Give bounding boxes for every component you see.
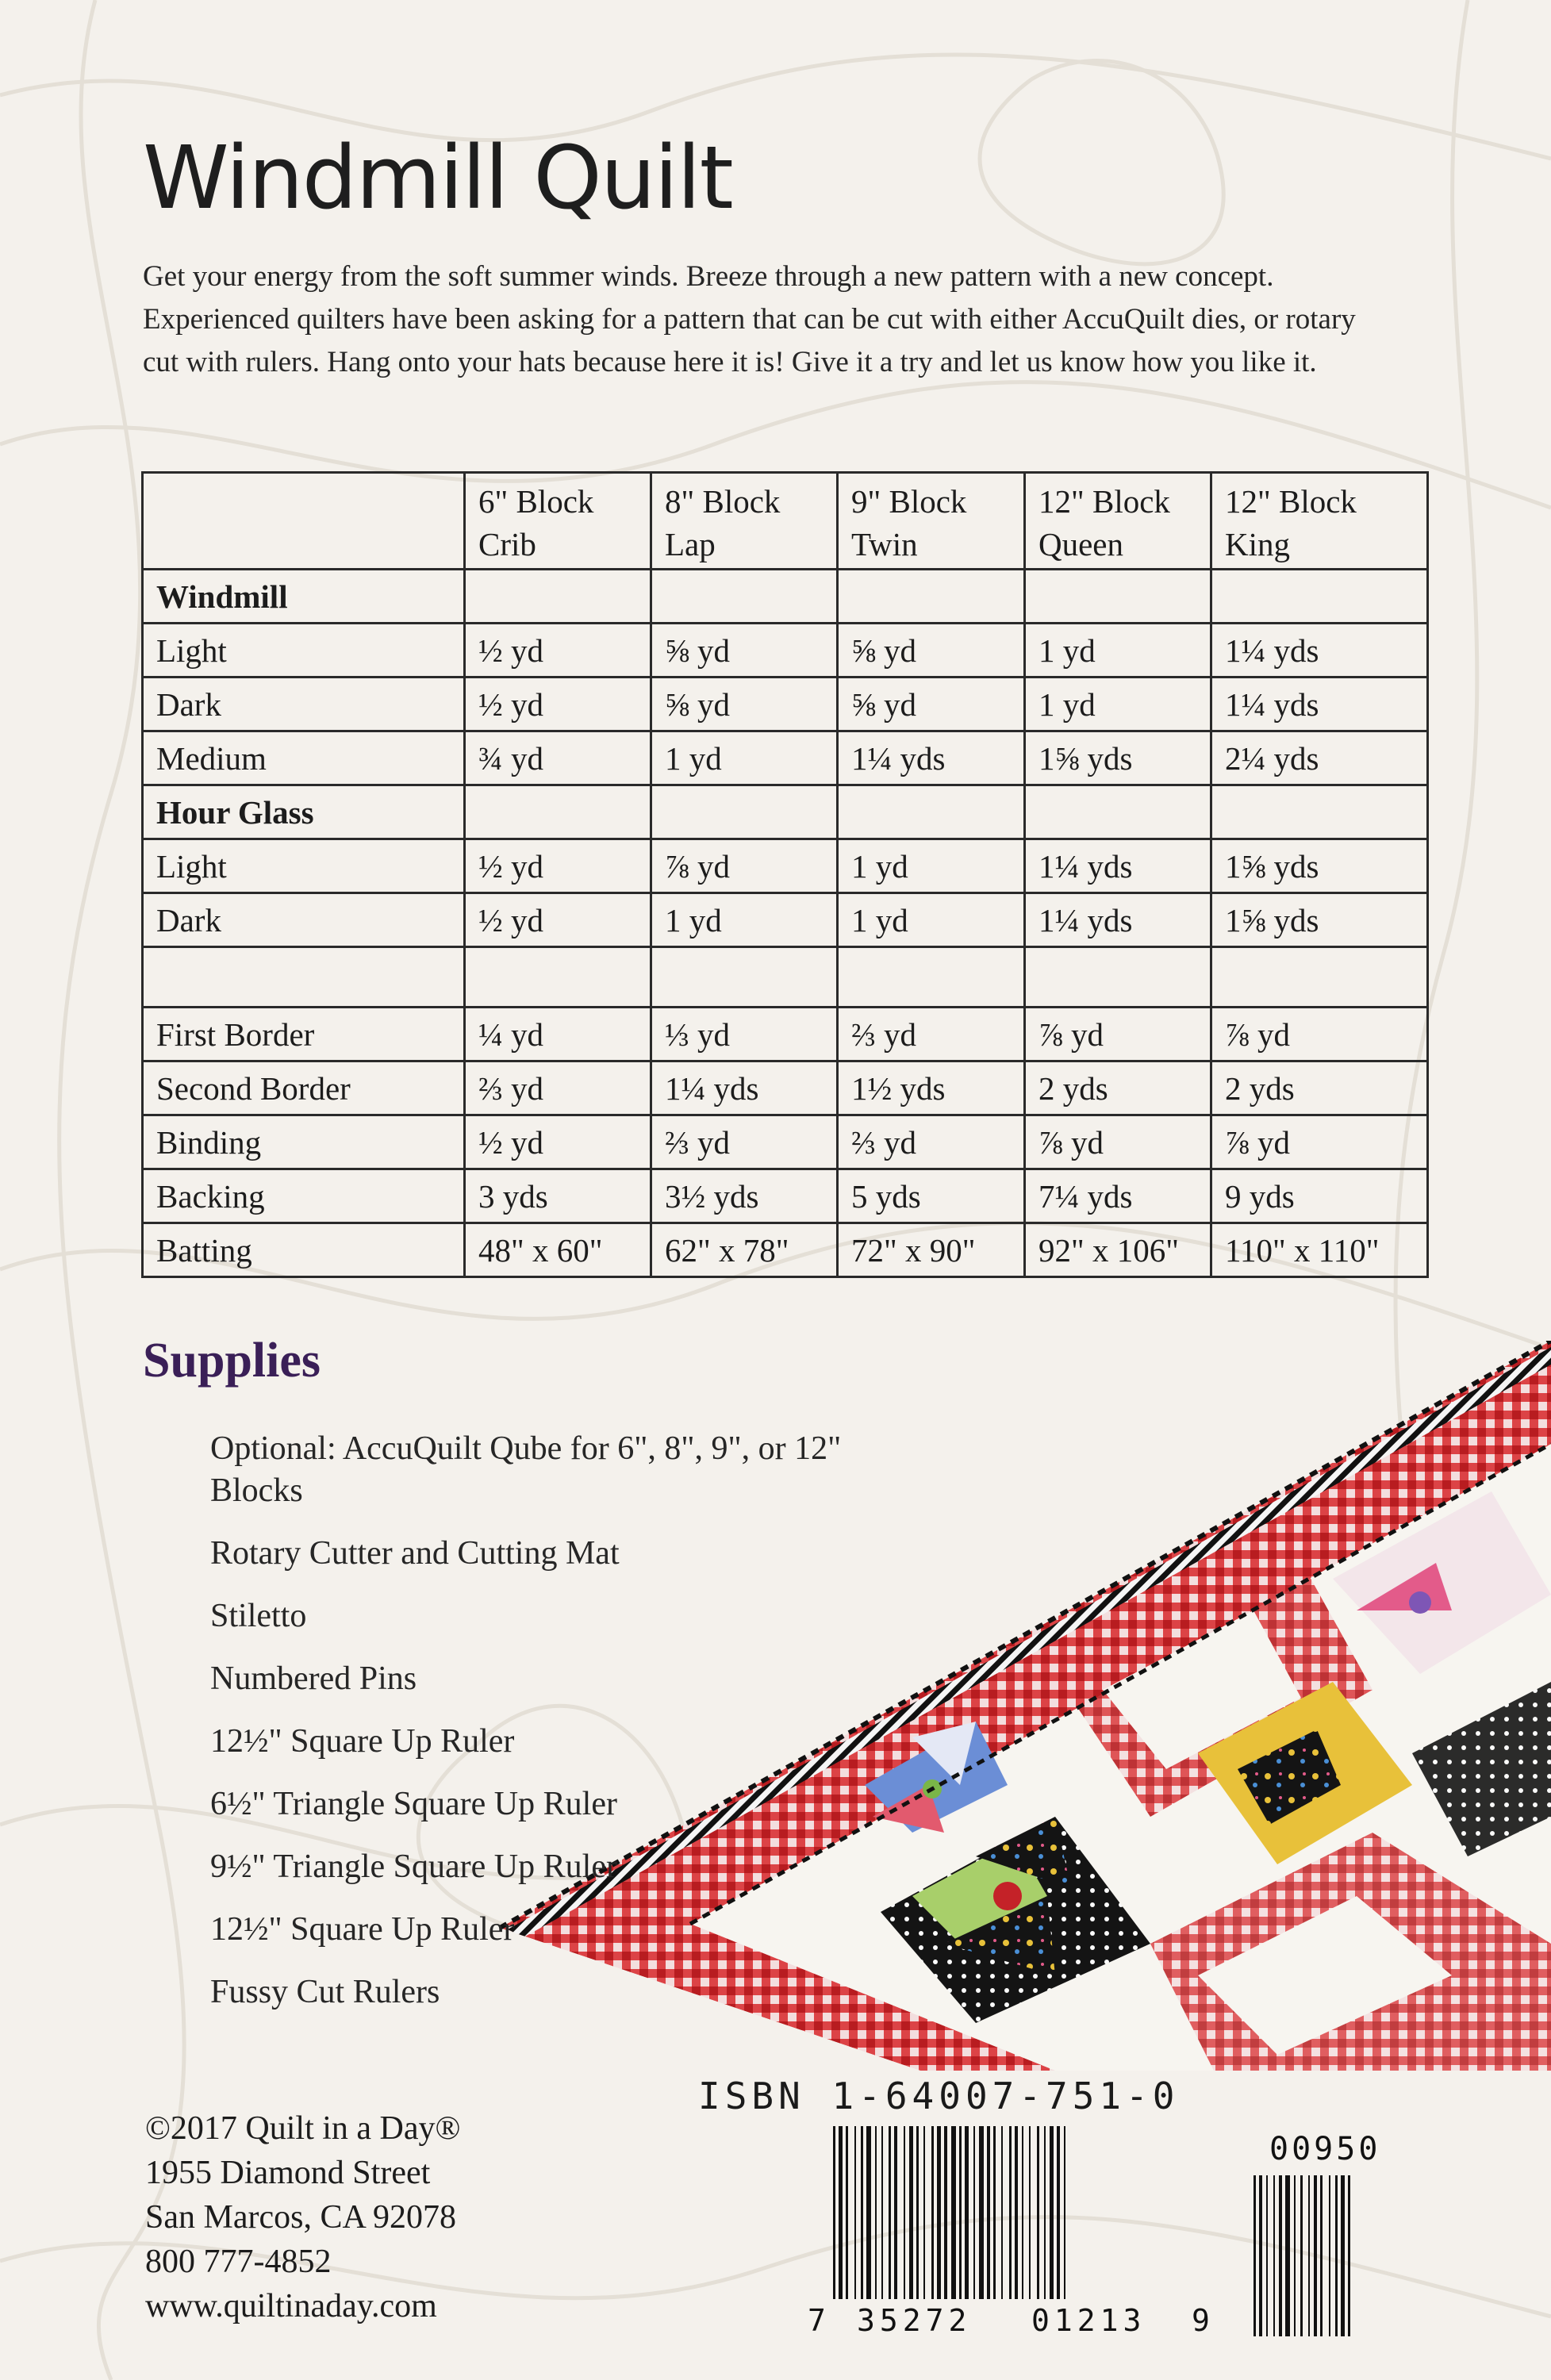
- table-cell: 1 yd: [651, 893, 838, 947]
- table-cell: ⅝ yd: [651, 624, 838, 678]
- table-cell: [1211, 785, 1428, 839]
- table-cell: 1 yd: [651, 731, 838, 785]
- table-row: [143, 1115, 1428, 1169]
- table-cell: ¾ yd: [465, 731, 651, 785]
- table-cell: 2¼ yds: [1211, 731, 1428, 785]
- table-cell: [838, 947, 1025, 1008]
- table-cell: 92" x 106": [1025, 1223, 1211, 1277]
- row-label: Medium: [143, 731, 465, 785]
- table-cell: 1 yd: [838, 893, 1025, 947]
- table-cell: [465, 570, 651, 624]
- table-cell: ⅝ yd: [838, 678, 1025, 731]
- row-label: Batting: [143, 1223, 465, 1277]
- table-cell: [651, 947, 838, 1008]
- yardage-table: [141, 471, 1429, 1278]
- row-label: Light: [143, 839, 465, 893]
- table-row: [143, 1169, 1428, 1223]
- table-cell: ⅞ yd: [1025, 1115, 1211, 1169]
- table-cell: ½ yd: [465, 1115, 651, 1169]
- table-cell: 1¼ yds: [651, 1061, 838, 1115]
- table-cell: 1¼ yds: [1025, 839, 1211, 893]
- table-row: [143, 570, 1428, 624]
- row-label: Backing: [143, 1169, 465, 1223]
- table-cell: [465, 785, 651, 839]
- table-cell: 7¼ yds: [1025, 1169, 1211, 1223]
- table-cell: ⅞ yd: [1211, 1008, 1428, 1061]
- table-cell: 3 yds: [465, 1169, 651, 1223]
- intro-paragraph: Get your energy from the soft summer winds. Breeze through a new pattern with a new concept. Experienced quilters have been asking for a pattern that can be cut with either AccuQuilt dies, or rotary cut with rulers. Hang onto your hats because here it is! Give it a try and let us know how you like it.: [143, 260, 1356, 378]
- table-row: [143, 624, 1428, 678]
- barcode-digits-left: 35272: [857, 2303, 972, 2336]
- barcode-digits-right: 01213: [1031, 2303, 1146, 2336]
- publisher-address: [145, 2106, 460, 2328]
- website-line: www.quiltinaday.com: [145, 2288, 437, 2324]
- table-cell: ⅝ yd: [651, 678, 838, 731]
- phone-line: 800 777-4852: [145, 2244, 332, 2280]
- table-row: [143, 1223, 1428, 1277]
- table-row: [143, 731, 1428, 785]
- table-row: [143, 893, 1428, 947]
- copyright-line: ©2017 Quilt in a Day®: [145, 2110, 461, 2147]
- table-cell: 1 yd: [1025, 624, 1211, 678]
- table-cell: [651, 785, 838, 839]
- table-cell: 1¼ yds: [838, 731, 1025, 785]
- barcode-digit-lead: 7: [808, 2303, 826, 2336]
- isbn-label: ISBN 1-64007-751-0: [698, 2075, 1180, 2117]
- barcode-icon: [801, 2126, 1214, 2336]
- table-cell: 1 yd: [1025, 678, 1211, 731]
- list-item: 12½" Square Up Ruler: [210, 1911, 515, 1948]
- table-cell: ¼ yd: [465, 1008, 651, 1061]
- table-cell: ½ yd: [465, 624, 651, 678]
- row-label: First Border: [143, 1008, 465, 1061]
- table-cell: 1⅝ yds: [1211, 839, 1428, 893]
- price-code: 00950: [1269, 2131, 1381, 2167]
- table-cell: [651, 570, 838, 624]
- list-item: 6½" Triangle Square Up Ruler: [210, 1786, 617, 1822]
- table-cell: ⅔ yd: [651, 1115, 838, 1169]
- table-row: [143, 1008, 1428, 1061]
- table-cell: 9 yds: [1211, 1169, 1428, 1223]
- street-line: 1955 Diamond Street: [145, 2155, 431, 2191]
- table-row: [143, 678, 1428, 731]
- table-cell: [1025, 785, 1211, 839]
- table-cell: 1 yd: [838, 839, 1025, 893]
- row-label: Second Border: [143, 1061, 465, 1115]
- header-cell-crib: 6" Block Crib: [465, 473, 651, 570]
- price-barcode-icon: [1238, 2126, 1444, 2336]
- header-cell-twin: 9" Block Twin: [838, 473, 1025, 570]
- row-label: Light: [143, 624, 465, 678]
- table-cell: ½ yd: [465, 678, 651, 731]
- supplies-list: [210, 1428, 924, 2034]
- row-label: Binding: [143, 1115, 465, 1169]
- header-cell-lap: 8" Block Lap: [651, 473, 838, 570]
- table-cell: [1025, 947, 1211, 1008]
- city-line: San Marcos, CA 92078: [145, 2199, 456, 2236]
- header-cell-king: 12" Block King: [1211, 473, 1428, 570]
- table-cell: 62" x 78": [651, 1223, 838, 1277]
- table-cell: ⅞ yd: [1211, 1115, 1428, 1169]
- table-cell: 1¼ yds: [1211, 678, 1428, 731]
- supplies-heading: Supplies: [143, 1334, 321, 1388]
- table-cell: [1211, 947, 1428, 1008]
- table-row: [143, 1061, 1428, 1115]
- list-item: 9½" Triangle Square Up Ruler: [210, 1848, 617, 1885]
- table-cell: [465, 947, 651, 1008]
- table-cell: 110" x 110": [1211, 1223, 1428, 1277]
- table-cell: ⅝ yd: [838, 624, 1025, 678]
- table-cell: 1⅝ yds: [1211, 893, 1428, 947]
- table-row-spacer: [143, 947, 1428, 1008]
- table-cell: 1½ yds: [838, 1061, 1025, 1115]
- table-cell: 72" x 90": [838, 1223, 1025, 1277]
- barcode-digit-check: 9: [1192, 2303, 1210, 2336]
- header-cell-empty: [143, 473, 465, 570]
- table-cell: ⅔ yd: [838, 1008, 1025, 1061]
- table-cell: ½ yd: [465, 893, 651, 947]
- table-cell: ⅔ yd: [465, 1061, 651, 1115]
- table-header-row: [143, 473, 1428, 570]
- page-title: Windmill Quilt: [143, 127, 732, 228]
- table-cell: 2 yds: [1025, 1061, 1211, 1115]
- table-cell: ⅞ yd: [1025, 1008, 1211, 1061]
- list-item: Fussy Cut Rulers: [210, 1974, 440, 2010]
- table-cell: [1025, 570, 1211, 624]
- table-cell: ½ yd: [465, 839, 651, 893]
- table-cell: 1¼ yds: [1211, 624, 1428, 678]
- row-label: Dark: [143, 893, 465, 947]
- list-item: 12½" Square Up Ruler: [210, 1723, 515, 1760]
- row-label: Dark: [143, 678, 465, 731]
- table-cell: 1⅝ yds: [1025, 731, 1211, 785]
- table-cell: [838, 570, 1025, 624]
- table-cell: ⅓ yd: [651, 1008, 838, 1061]
- table-cell: [143, 947, 465, 1008]
- list-item: Optional: AccuQuilt Qube for 6", 8", 9", or 12" Blocks: [210, 1430, 842, 1509]
- table-cell: 1¼ yds: [1025, 893, 1211, 947]
- table-cell: ⅞ yd: [651, 839, 838, 893]
- section-label: Windmill: [143, 570, 465, 624]
- table-cell: [838, 785, 1025, 839]
- list-item: Stiletto: [210, 1598, 307, 1634]
- table-row: [143, 785, 1428, 839]
- section-label: Hour Glass: [143, 785, 465, 839]
- list-item: Rotary Cutter and Cutting Mat: [210, 1535, 620, 1572]
- list-item: Numbered Pins: [210, 1660, 417, 1697]
- table-cell: [1211, 570, 1428, 624]
- header-cell-queen: 12" Block Queen: [1025, 473, 1211, 570]
- table-cell: 5 yds: [838, 1169, 1025, 1223]
- table-row: [143, 839, 1428, 893]
- table-cell: 48" x 60": [465, 1223, 651, 1277]
- table-cell: ⅔ yd: [838, 1115, 1025, 1169]
- table-cell: 3½ yds: [651, 1169, 838, 1223]
- table-cell: 2 yds: [1211, 1061, 1428, 1115]
